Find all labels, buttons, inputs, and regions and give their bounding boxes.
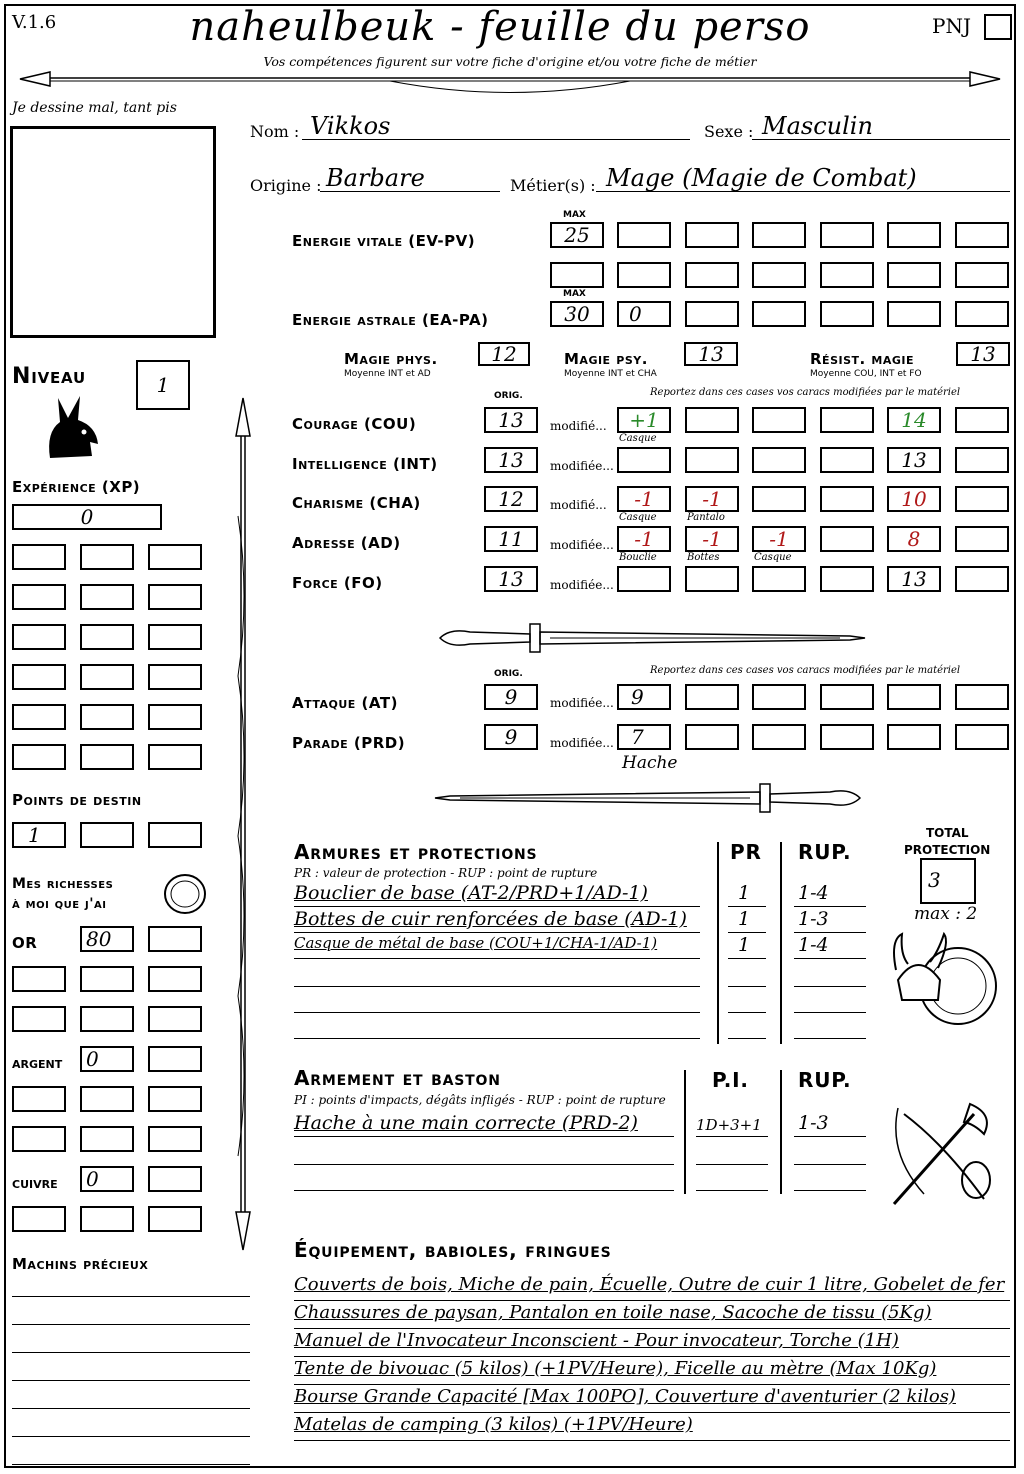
ev-box[interactable] (617, 262, 671, 288)
ea-max-label: MAX (563, 289, 586, 299)
stat-mod-label: modifié... (550, 419, 607, 433)
ev-label: Energie vitale (EV-PV) (292, 232, 476, 250)
xp-cell[interactable] (80, 664, 134, 690)
equip-item[interactable]: Tente de bivouac (5 kilos) (+1PV/Heure), Ficelle au mètre (Max 10Kg) (294, 1358, 937, 1379)
total-protection-max-note: max : 2 (914, 904, 978, 924)
page-title: naheulbeuk - feuille du perso (189, 4, 811, 50)
argent-cell[interactable] (80, 1086, 134, 1112)
armures-title: Armures et protections (294, 840, 538, 864)
destin-box-2[interactable] (80, 822, 134, 848)
argent-cell[interactable] (148, 1126, 202, 1152)
xp-cell[interactable] (12, 544, 66, 570)
arme-rup[interactable]: 1-3 (798, 1112, 829, 1134)
armure-rup[interactable]: 1-4 (798, 934, 829, 956)
armure-name[interactable]: Casque de métal de base (COU+1/CHA-1/AD-1) (294, 934, 658, 952)
armure-line[interactable] (294, 1012, 700, 1013)
combat-box[interactable] (685, 724, 739, 750)
coin-icon (162, 872, 208, 916)
armure-pr-line[interactable] (728, 986, 766, 987)
stat-mod-note: Bouclie (619, 552, 657, 563)
stat-mod-label: modifié... (550, 498, 607, 512)
stat-mod-box[interactable]: -1 (752, 526, 806, 552)
or-cell[interactable] (80, 1006, 134, 1032)
argent-box[interactable]: 0 (80, 1046, 134, 1072)
cuivre-cell[interactable] (148, 1206, 202, 1232)
xp-cell[interactable] (80, 704, 134, 730)
armement-sub: PI : points d'impacts, dégâts infligés - RUP : point de rupture (294, 1093, 666, 1107)
ea-box[interactable] (820, 301, 874, 327)
magie-phys-box[interactable]: 12 (478, 342, 530, 366)
armure-pr[interactable]: 1 (738, 934, 751, 956)
combat-box[interactable] (685, 684, 739, 710)
ea-box[interactable] (955, 301, 1009, 327)
stat-label: Adresse (AD) (292, 534, 401, 552)
combat-mod-label: modifiée... (550, 736, 614, 750)
orig-label-combat: ORIG. (494, 669, 523, 679)
machins-line[interactable] (12, 1352, 250, 1353)
nom-field[interactable]: Vikkos (310, 112, 391, 140)
arme-rup-line[interactable] (794, 1190, 866, 1191)
combat-mod-box[interactable]: 9 (617, 684, 671, 710)
cuivre-box[interactable]: 0 (80, 1166, 134, 1192)
combat-label: Parade (PRD) (292, 734, 406, 752)
sexe-label: Sexe : (704, 122, 754, 141)
sword-icon-2 (430, 778, 870, 818)
armure-name[interactable]: Bottes de cuir renforcées de base (AD-1) (294, 908, 687, 930)
combat-box[interactable] (820, 684, 874, 710)
xp-cell[interactable] (148, 544, 202, 570)
stat-mod-box[interactable] (617, 566, 671, 592)
magie-phys-label: Magie phys. (344, 350, 438, 368)
argent-cell[interactable] (12, 1126, 66, 1152)
combat-box[interactable] (887, 684, 941, 710)
xp-cell[interactable] (12, 624, 66, 650)
armure-rup[interactable]: 1-4 (798, 882, 829, 904)
stat-extra-box[interactable] (955, 407, 1009, 433)
equipement-title: Équipement, babioles, fringues (294, 1238, 612, 1262)
equip-line[interactable] (294, 1412, 1010, 1413)
stat-mod-box[interactable] (685, 407, 739, 433)
ea-max-box[interactable]: 30 (550, 301, 604, 327)
stat-final-box[interactable]: 13 (887, 447, 941, 473)
stat-mod-box[interactable] (752, 486, 806, 512)
stat-extra-box[interactable] (955, 447, 1009, 473)
richesses-label-2: à moi que j'ai (12, 896, 107, 912)
stat-mod-box[interactable]: -1 (617, 526, 671, 552)
richesses-label-1: Mes richesses (12, 876, 114, 892)
arme-name[interactable]: Hache à une main correcte (PRD-2) (294, 1112, 638, 1134)
spear-divider-icon (10, 64, 1010, 94)
pnj-label: PNJ (932, 14, 971, 38)
stat-extra-box[interactable] (955, 486, 1009, 512)
xp-cell[interactable] (12, 584, 66, 610)
arme-pi-line[interactable] (696, 1190, 768, 1191)
combat-orig-box[interactable]: 9 (484, 684, 538, 710)
origine-label: Origine : (250, 176, 322, 195)
destin-box[interactable]: 1 (12, 822, 66, 848)
origine-field[interactable]: Barbare (326, 164, 425, 192)
xp-cell[interactable] (148, 624, 202, 650)
ev-box[interactable] (685, 262, 739, 288)
stat-mod-box[interactable] (820, 526, 874, 552)
cuivre-cell[interactable] (80, 1206, 134, 1232)
report-note: Reportez dans ces cases vos caracs modifiées par le matériel (650, 387, 961, 398)
magie-psy-box[interactable]: 13 (684, 342, 738, 366)
ev-box[interactable] (955, 222, 1009, 248)
or-box[interactable]: 80 (80, 926, 134, 952)
armures-pr-header: PR (730, 840, 762, 864)
ev-max-label: MAX (563, 210, 586, 220)
stat-mod-box[interactable]: +1 (617, 407, 671, 433)
weapons-icon (884, 1094, 1004, 1214)
magie-psy-label: Magie psy. (564, 350, 648, 368)
machins-line[interactable] (12, 1324, 250, 1325)
resist-magie-sub: Moyenne COU, INT et FO (810, 369, 922, 379)
pnj-checkbox[interactable] (984, 14, 1012, 40)
stat-orig-box[interactable]: 13 (484, 407, 538, 433)
arme-rup-line[interactable] (794, 1136, 866, 1137)
stat-mod-note: Bottes (687, 552, 720, 563)
stat-mod-note: Casque (619, 512, 657, 523)
combat-note: Hache (622, 753, 678, 773)
arme-pi[interactable]: 1D+3+1 (696, 1116, 762, 1134)
or-cell[interactable] (148, 1006, 202, 1032)
stat-orig-box[interactable]: 13 (484, 566, 538, 592)
equip-line[interactable] (294, 1300, 1010, 1301)
armement-rup-header: RUP. (798, 1068, 852, 1092)
metier-field[interactable]: Mage (Magie de Combat) (606, 164, 917, 192)
ev-box[interactable] (752, 262, 806, 288)
armement-title: Armement et baston (294, 1066, 501, 1090)
ev-box[interactable] (820, 222, 874, 248)
armure-pr-line[interactable] (728, 932, 766, 933)
stat-final-box[interactable]: 8 (887, 526, 941, 552)
machins-line[interactable] (12, 1436, 250, 1437)
xp-cell[interactable] (12, 704, 66, 730)
armure-rup-line[interactable] (794, 906, 866, 907)
armure-rup-line[interactable] (794, 958, 866, 959)
stat-mod-box[interactable] (820, 566, 874, 592)
dragon-icon (40, 392, 104, 464)
armure-line[interactable] (294, 986, 700, 987)
ev-box[interactable] (887, 262, 941, 288)
destin-label: Points de destin (12, 791, 142, 809)
xp-cell[interactable] (12, 744, 66, 770)
or-cell[interactable] (148, 966, 202, 992)
argent-cell[interactable] (12, 1086, 66, 1112)
total-protection-label-1: TOTAL (926, 826, 969, 840)
argent-box-2[interactable] (148, 1046, 202, 1072)
argent-label: ARGENT (12, 1058, 63, 1071)
total-protection-box[interactable]: 3 (920, 858, 976, 904)
ea-box[interactable] (887, 301, 941, 327)
stat-label: Force (FO) (292, 574, 383, 592)
niveau-box[interactable]: 1 (136, 360, 190, 410)
arme-line[interactable] (294, 1136, 674, 1137)
cuivre-cell[interactable] (12, 1206, 66, 1232)
or-label: OR (12, 934, 38, 952)
xp-cell[interactable] (80, 744, 134, 770)
stat-final-box[interactable]: 14 (887, 407, 941, 433)
armures-rup-header: RUP. (798, 840, 852, 864)
stat-label: Charisme (CHA) (292, 494, 421, 512)
equip-line[interactable] (294, 1356, 1010, 1357)
combat-label: Attaque (AT) (292, 694, 398, 712)
argent-cell[interactable] (80, 1126, 134, 1152)
magie-psy-sub: Moyenne INT et CHA (564, 369, 657, 379)
stat-extra-box[interactable] (955, 566, 1009, 592)
stat-mod-box[interactable] (617, 447, 671, 473)
total-protection-label-2: PROTECTION (904, 843, 991, 857)
equip-item[interactable]: Matelas de camping (3 kilos) (+1PV/Heure) (294, 1414, 693, 1435)
combat-box[interactable] (752, 724, 806, 750)
combat-orig-box[interactable]: 9 (484, 724, 538, 750)
stat-mod-note: Pantalo (687, 512, 725, 523)
arme-pi-line[interactable] (696, 1136, 768, 1137)
stat-mod-note: Casque (619, 433, 657, 444)
stat-label: Intelligence (INT) (292, 455, 438, 473)
armure-rup-line[interactable] (794, 932, 866, 933)
armure-pr-line[interactable] (728, 1012, 766, 1013)
portrait-box[interactable] (10, 126, 216, 338)
ev-box[interactable] (955, 262, 1009, 288)
armure-line[interactable] (294, 906, 700, 907)
equip-item[interactable]: Chaussures de paysan, Pantalon en toile nase, Sacoche de tissu (5Kg) (294, 1302, 932, 1323)
stat-mod-label: modifiée... (550, 538, 614, 552)
xp-cell[interactable] (148, 584, 202, 610)
stat-mod-note: Casque (754, 552, 792, 563)
armure-pr-line[interactable] (728, 906, 766, 907)
destin-box-3[interactable] (148, 822, 202, 848)
ea-box[interactable] (685, 301, 739, 327)
armure-rup-line[interactable] (794, 1038, 866, 1039)
armement-pi-header: P.I. (712, 1068, 749, 1092)
resist-magie-label: Résist. magie (810, 350, 915, 368)
xp-cell[interactable] (148, 704, 202, 730)
ea-current-box[interactable]: 0 (617, 301, 671, 327)
ev-max-box[interactable]: 25 (550, 222, 604, 248)
helmet-shield-icon (888, 930, 1000, 1030)
vertical-spear-icon (228, 396, 258, 1252)
or-cell[interactable] (80, 966, 134, 992)
report-note-combat: Reportez dans ces cases vos caracs modifiées par le matériel (650, 665, 961, 676)
or-cell[interactable] (12, 966, 66, 992)
stat-mod-box[interactable] (685, 447, 739, 473)
stat-mod-box[interactable] (752, 566, 806, 592)
armure-rup-line[interactable] (794, 986, 866, 987)
armure-rup[interactable]: 1-3 (798, 908, 829, 930)
cuivre-box-2[interactable] (148, 1166, 202, 1192)
xp-cell[interactable] (80, 584, 134, 610)
combat-box[interactable] (820, 724, 874, 750)
stat-mod-label: modifiée... (550, 459, 614, 473)
metier-label: Métier(s) : (510, 176, 596, 195)
armure-pr-line[interactable] (728, 958, 766, 959)
stat-mod-box[interactable] (752, 407, 806, 433)
xp-cell[interactable] (80, 544, 134, 570)
xp-cell[interactable] (148, 744, 202, 770)
argent-cell[interactable] (148, 1086, 202, 1112)
equip-line[interactable] (294, 1440, 1010, 1441)
xp-label: Expérience (XP) (12, 478, 141, 496)
arme-line[interactable] (294, 1190, 674, 1191)
stat-orig-box[interactable]: 11 (484, 526, 538, 552)
combat-box[interactable] (955, 684, 1009, 710)
ev-box[interactable] (752, 222, 806, 248)
version-label: V.1.6 (12, 12, 57, 33)
sword-icon (430, 618, 870, 658)
machins-line[interactable] (12, 1296, 250, 1297)
xp-cell[interactable] (80, 624, 134, 650)
armure-line[interactable] (294, 958, 700, 959)
machins-label: Machins précieux (12, 1255, 149, 1273)
xp-cell[interactable] (148, 664, 202, 690)
stat-final-box[interactable]: 13 (887, 566, 941, 592)
equip-line[interactable] (294, 1328, 1010, 1329)
stat-extra-box[interactable] (955, 526, 1009, 552)
ev-box[interactable] (820, 262, 874, 288)
stat-mod-box[interactable]: -1 (685, 526, 739, 552)
sexe-field[interactable]: Masculin (762, 112, 873, 140)
stat-mod-box[interactable] (752, 447, 806, 473)
niveau-label: Niveau (12, 364, 86, 389)
stat-mod-box[interactable] (685, 566, 739, 592)
armure-pr-line[interactable] (728, 1038, 766, 1039)
arme-pi-line[interactable] (696, 1164, 768, 1165)
ev-box[interactable] (617, 222, 671, 248)
armure-rup-line[interactable] (794, 1012, 866, 1013)
arme-line[interactable] (294, 1164, 674, 1165)
ev-box[interactable] (887, 222, 941, 248)
ea-box[interactable] (752, 301, 806, 327)
stat-mod-box[interactable]: -1 (685, 486, 739, 512)
equip-item[interactable]: Bourse Grande Capacité [Max 100PO], Couverture d'aventurier (2 kilos) (294, 1386, 956, 1407)
cuivre-label: CUIVRE (12, 1178, 58, 1191)
armure-pr[interactable]: 1 (738, 908, 751, 930)
armures-sub: PR : valeur de protection - RUP : point de rupture (294, 866, 598, 880)
or-cell[interactable] (12, 1006, 66, 1032)
combat-box[interactable] (752, 684, 806, 710)
combat-mod-label: modifiée... (550, 696, 614, 710)
combat-mod-box[interactable]: 7 (617, 724, 671, 750)
portrait-label: Je dessine mal, tant pis (12, 100, 177, 116)
stat-orig-box[interactable]: 13 (484, 447, 538, 473)
xp-cell[interactable] (12, 664, 66, 690)
stat-final-box[interactable]: 10 (887, 486, 941, 512)
or-box-2[interactable] (148, 926, 202, 952)
ev-box[interactable] (550, 262, 604, 288)
orig-label: ORIG. (494, 391, 523, 401)
ev-box[interactable] (685, 222, 739, 248)
machins-line[interactable] (12, 1380, 250, 1381)
resist-magie-box[interactable]: 13 (956, 342, 1010, 366)
stat-mod-box[interactable] (820, 407, 874, 433)
stat-mod-box[interactable] (820, 486, 874, 512)
stat-mod-label: modifiée... (550, 578, 614, 592)
machins-line[interactable] (12, 1408, 250, 1409)
nom-label: Nom : (250, 122, 300, 141)
ea-label: Energie astrale (EA-PA) (292, 311, 489, 329)
page-subtitle: Vos compétences figurent sur votre fiche d'origine et/ou votre fiche de métier (263, 54, 757, 69)
armure-name[interactable]: Bouclier de base (AT-2/PRD+1/AD-1) (294, 882, 648, 904)
equip-line[interactable] (294, 1384, 1010, 1385)
armure-pr[interactable]: 1 (738, 882, 751, 904)
combat-box[interactable] (955, 724, 1009, 750)
arme-rup-line[interactable] (794, 1164, 866, 1165)
stat-mod-box[interactable] (820, 447, 874, 473)
armure-line[interactable] (294, 932, 700, 933)
machins-line[interactable] (12, 1464, 250, 1465)
equip-item[interactable]: Manuel de l'Invocateur Inconscient - Pour invocateur, Torche (1H) (294, 1330, 899, 1351)
stat-label: Courage (COU) (292, 415, 417, 433)
magie-phys-sub: Moyenne INT et AD (344, 369, 431, 379)
equip-item[interactable]: Couverts de bois, Miche de pain, Écuelle, Outre de cuir 1 litre, Gobelet de fer (294, 1274, 1005, 1295)
xp-box[interactable]: 0 (12, 504, 162, 530)
combat-box[interactable] (887, 724, 941, 750)
stat-orig-box[interactable]: 12 (484, 486, 538, 512)
stat-mod-box[interactable]: -1 (617, 486, 671, 512)
armure-line[interactable] (294, 1038, 700, 1039)
